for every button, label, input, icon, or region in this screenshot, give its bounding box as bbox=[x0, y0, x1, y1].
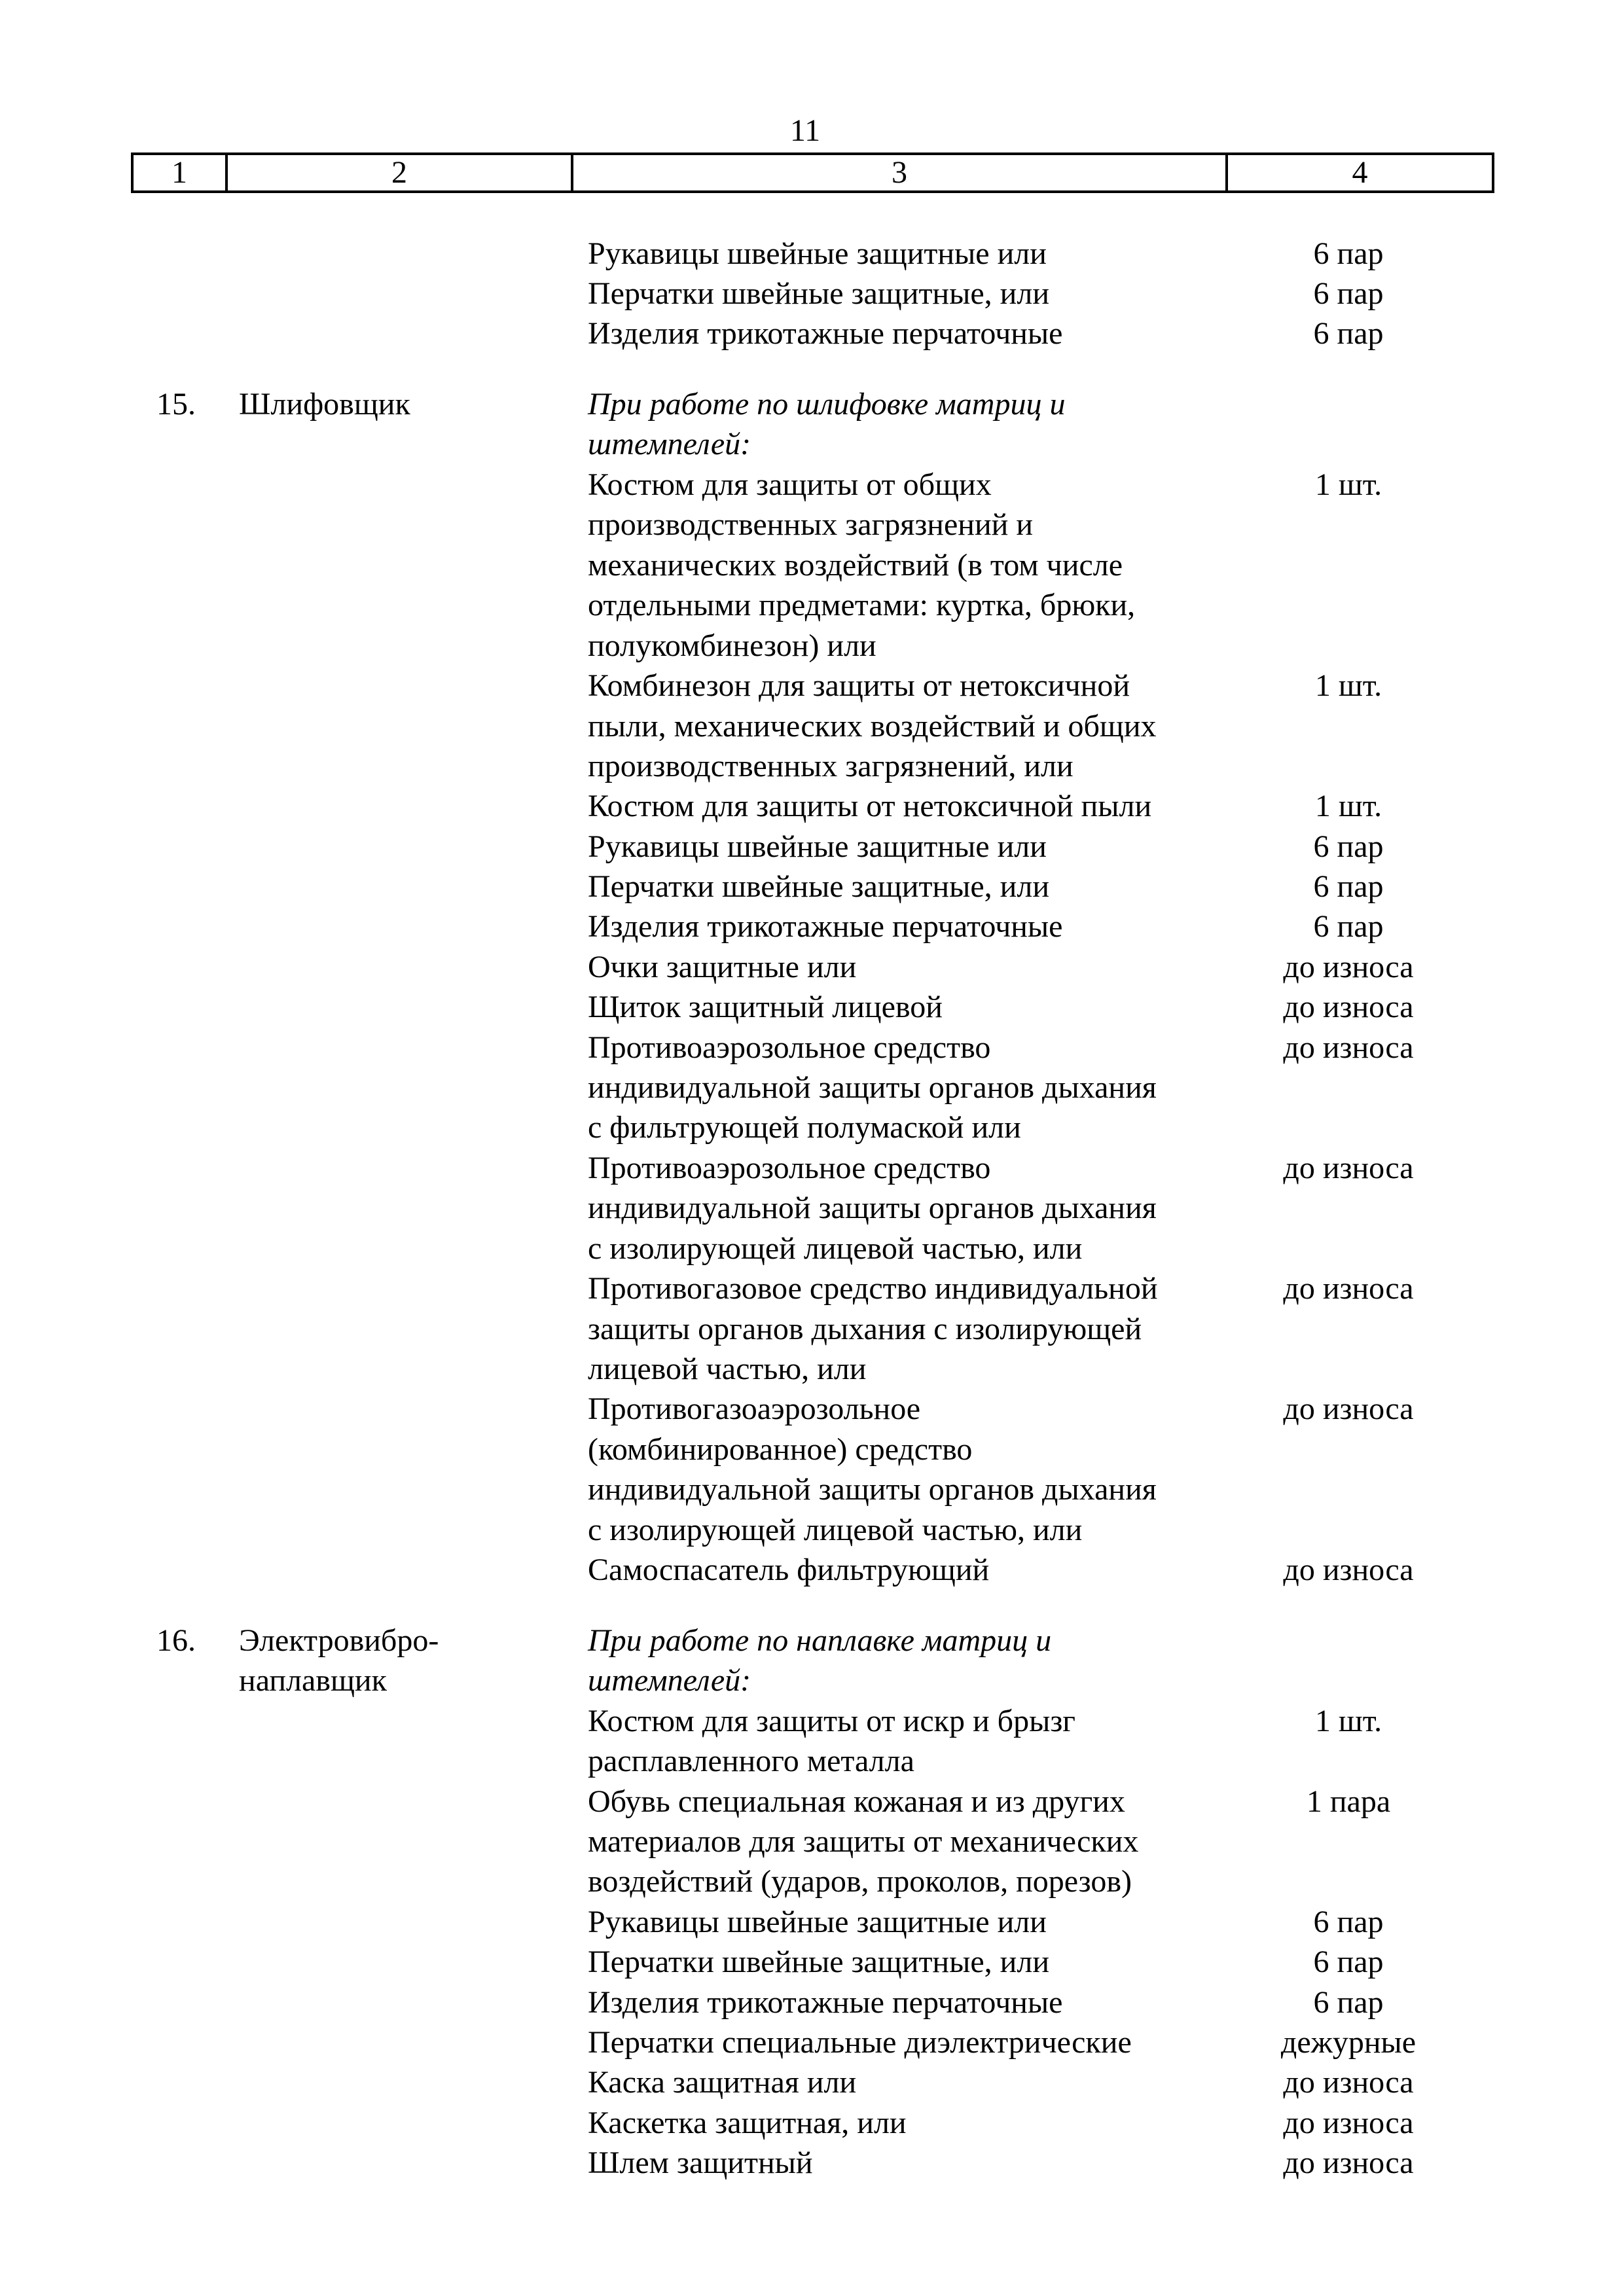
item-text: Костюм для защиты от искр и брызг bbox=[588, 1704, 1075, 1738]
item-qty: 6 пар bbox=[1313, 276, 1384, 311]
item-qty: до износа bbox=[1283, 1271, 1414, 1306]
work-condition: При работе по шлифовке матриц и bbox=[588, 387, 1066, 422]
item-qty: 1 шт. bbox=[1314, 789, 1382, 823]
item-text: с фильтрующей полумаской или bbox=[588, 1110, 1021, 1145]
item-text: Костюм для защиты от общих bbox=[588, 467, 992, 502]
item-text: Обувь специальная кожаная и из других bbox=[588, 1784, 1125, 1819]
item-text: Перчатки швейные защитные, или bbox=[588, 869, 1049, 904]
item-text: производственных загрязнений, или bbox=[588, 749, 1074, 783]
item-text: Противоаэрозольное средство bbox=[588, 1030, 991, 1065]
item-text: Каскетка защитная, или bbox=[588, 2106, 907, 2140]
header-col-4: 4 bbox=[1352, 155, 1368, 190]
item-qty: до износа bbox=[1283, 950, 1414, 984]
item-qty: 1 шт. bbox=[1314, 668, 1382, 703]
item-text: индивидуальной защиты органов дыхания bbox=[588, 1472, 1157, 1507]
item-text: расплавленного металла bbox=[588, 1744, 914, 1778]
item-text: индивидуальной защиты органов дыхания bbox=[588, 1070, 1157, 1105]
item-qty: 6 пар bbox=[1313, 909, 1384, 944]
item-text: (комбинированное) средство bbox=[588, 1432, 973, 1467]
item-qty: 1 пара bbox=[1306, 1784, 1391, 1819]
work-condition: штемпелей: bbox=[588, 427, 751, 461]
item-qty: до износа bbox=[1283, 1552, 1414, 1587]
item-text: пыли, механических воздействий и общих bbox=[588, 709, 1157, 744]
row-number: 15. bbox=[156, 387, 196, 422]
item-qty: до износа bbox=[1283, 2106, 1414, 2140]
item-text: Рукавицы швейные защитные или bbox=[588, 1905, 1047, 1939]
item-text: Шлем защитный bbox=[588, 2145, 813, 2180]
item-text: материалов для защиты от механических bbox=[588, 1824, 1139, 1859]
item-text: Каска защитная или bbox=[588, 2065, 857, 2100]
work-condition: При работе по наплавке матриц и bbox=[588, 1623, 1052, 1658]
item-text: Рукавицы швейные защитные или bbox=[588, 236, 1047, 271]
item-text: Очки защитные или bbox=[588, 950, 857, 984]
item-text: Изделия трикотажные перчаточные bbox=[588, 909, 1063, 944]
occupation-name: Электровибро- bbox=[239, 1623, 439, 1658]
item-text: Комбинезон для защиты от нетоксичной bbox=[588, 668, 1130, 703]
item-text: Изделия трикотажные перчаточные bbox=[588, 316, 1063, 351]
item-qty: 6 пар bbox=[1313, 316, 1384, 351]
header-col-2: 2 bbox=[228, 155, 573, 190]
item-text: Рукавицы швейные защитные или bbox=[588, 829, 1047, 864]
item-qty: до износа bbox=[1283, 2065, 1414, 2100]
item-qty: 6 пар bbox=[1313, 1945, 1384, 1979]
item-qty: до износа bbox=[1283, 990, 1414, 1024]
item-qty: до износа bbox=[1283, 2145, 1414, 2180]
work-condition: штемпелей: bbox=[588, 1663, 751, 1698]
item-text: отдельными предметами: куртка, брюки, bbox=[588, 588, 1136, 622]
item-text: Противогазовое средство индивидуальной bbox=[588, 1271, 1158, 1306]
item-qty: до износа bbox=[1283, 1391, 1414, 1426]
item-text: с изолирующей лицевой частью, или bbox=[588, 1231, 1083, 1266]
item-text: защиты органов дыхания с изолирующей bbox=[588, 1312, 1142, 1346]
item-qty: дежурные bbox=[1280, 2025, 1416, 2060]
header-col-3: 3 bbox=[573, 155, 1228, 190]
row-number: 16. bbox=[156, 1623, 196, 1658]
item-text: воздействий (ударов, проколов, порезов) bbox=[588, 1864, 1132, 1899]
item-text: Самоспасатель фильтрующий bbox=[588, 1552, 990, 1587]
item-text: индивидуальной защиты органов дыхания bbox=[588, 1191, 1157, 1225]
item-qty: 6 пар bbox=[1313, 829, 1384, 864]
item-qty: до износа bbox=[1283, 1030, 1414, 1065]
item-qty: 1 шт. bbox=[1314, 467, 1382, 502]
item-text: Перчатки специальные диэлектрические bbox=[588, 2025, 1132, 2060]
item-text: Противогазоаэрозольное bbox=[588, 1391, 921, 1426]
item-qty: 6 пар bbox=[1313, 1985, 1384, 2020]
item-text: Щиток защитный лицевой bbox=[588, 990, 943, 1024]
occupation-name: Шлифовщик bbox=[239, 387, 410, 422]
item-text: производственных загрязнений и bbox=[588, 507, 1034, 542]
item-text: Изделия трикотажные перчаточные bbox=[588, 1985, 1063, 2020]
occupation-name: наплавщик bbox=[239, 1663, 387, 1698]
item-text: Перчатки швейные защитные, или bbox=[588, 1945, 1049, 1979]
item-text: с изолирующей лицевой частью, или bbox=[588, 1513, 1083, 1547]
item-qty: 1 шт. bbox=[1314, 1704, 1382, 1738]
item-text: механических воздействий (в том числе bbox=[588, 548, 1123, 583]
table-header bbox=[131, 152, 1494, 193]
item-text: полукомбинезон) или bbox=[588, 628, 876, 663]
item-text: Костюм для защиты от нетоксичной пыли bbox=[588, 789, 1152, 823]
item-text: Перчатки швейные защитные, или bbox=[588, 276, 1049, 311]
page-number: 11 bbox=[789, 113, 821, 148]
item-qty: 6 пар bbox=[1313, 1905, 1384, 1939]
item-qty: до износа bbox=[1283, 1151, 1414, 1185]
header-col-1: 1 bbox=[134, 155, 228, 190]
item-qty: 6 пар bbox=[1313, 236, 1384, 271]
item-qty: 6 пар bbox=[1313, 869, 1384, 904]
item-text: лицевой частью, или bbox=[588, 1352, 867, 1386]
item-text: Противоаэрозольное средство bbox=[588, 1151, 991, 1185]
